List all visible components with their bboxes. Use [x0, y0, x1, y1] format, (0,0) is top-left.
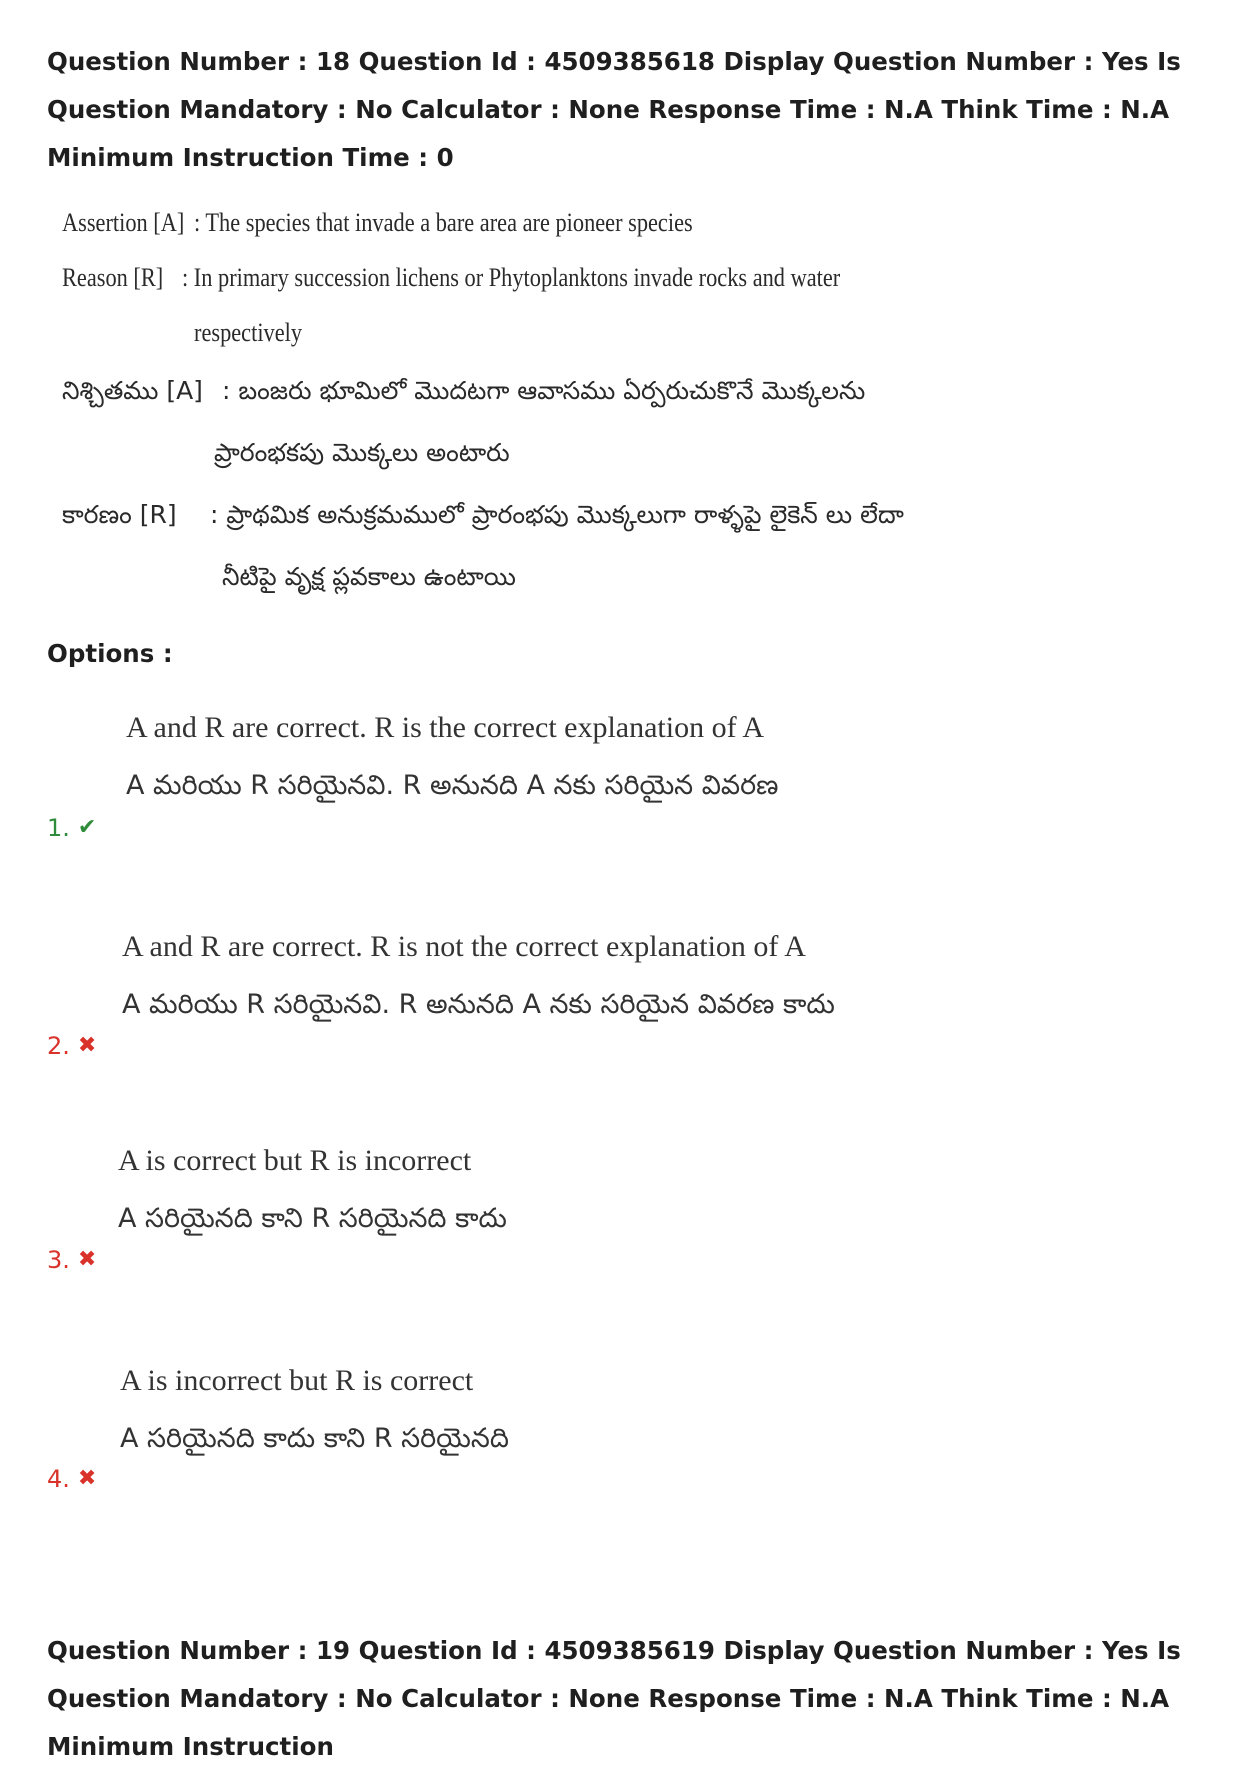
question-19-metadata: Question Number : 19 Question Id : 4509385619 Display Question Number : Yes Is Question Mandatory : No Calculator : None Response Time : N.A Think Time : N.A Minimum Instruction [47, 1636, 1181, 1761]
reason-label: Reason [R] [62, 263, 164, 292]
option-2-english: A and R are correct. R is not the correct explanation of A [122, 930, 806, 963]
telugu-assertion-label: నిశ్చితము [A] [62, 376, 203, 405]
telugu-reason-text: : ప్రాథమిక అనుక్రమములో ప్రారంభపు మొక్కలుగా రాళ్ళపై లైకెన్ లు లేదా [210, 500, 904, 529]
reason-text: : In primary succession lichens or Phytoplanktons invade rocks and water [182, 263, 841, 292]
cross-icon: ✖ [77, 1033, 97, 1058]
assertion-label: Assertion [A] [62, 208, 185, 237]
options-heading: Options : [47, 639, 173, 668]
option-4-telugu: A సరియైనది కాదు కాని R సరియైనది [120, 1423, 509, 1454]
reason-text-continued: respectively [194, 318, 303, 347]
option-2-number-label: 2. [47, 1032, 70, 1060]
option-4-english: A is incorrect but R is correct [120, 1364, 474, 1397]
telugu-reason-row [62, 484, 1022, 546]
option-2-telugu: A మరియు R సరియైనవి. R అనునది A నకు సరియైన వివరణ కాదు [122, 989, 835, 1020]
question-stem [62, 195, 1022, 608]
cross-icon: ✖ [77, 1247, 97, 1272]
option-4[interactable] [0, 1361, 1240, 1551]
check-icon: ✔ [77, 815, 97, 840]
telugu-reason-continuation-row [62, 546, 1022, 608]
reason-row [62, 250, 1022, 305]
option-4-number-label: 4. [47, 1465, 70, 1493]
option-3-number [47, 1244, 96, 1276]
telugu-assertion-continuation-row [62, 422, 1022, 484]
option-1-english: A and R are correct. R is the correct explanation of A [126, 711, 765, 744]
telugu-assertion-row [62, 360, 1022, 422]
assertion-row [62, 195, 1022, 250]
option-3[interactable] [0, 1141, 1240, 1331]
option-3-telugu: A సరియైనది కాని R సరియైనది కాదు [118, 1203, 507, 1234]
reason-continuation-row [62, 305, 1022, 360]
option-1-number [47, 812, 96, 844]
option-1-telugu: A మరియు R సరియైనవి. R అనునది A నకు సరియైన వివరణ [126, 770, 779, 801]
question-18-metadata: Question Number : 18 Question Id : 4509385618 Display Question Number : Yes Is Question Mandatory : No Calculator : None Response Time : N.A Think Time : N.A Minimum Instruction Time : 0 [47, 47, 1181, 172]
telugu-reason-text-continued: నీటిపై వృక్ష ప్లవకాలు ఉంటాయి [222, 562, 516, 591]
cross-icon: ✖ [77, 1466, 97, 1491]
option-2[interactable] [0, 927, 1240, 1117]
assertion-text: : The species that invade a bare area are pioneer species [194, 208, 693, 237]
option-1[interactable] [0, 708, 1240, 898]
option-1-number-label: 1. [47, 814, 70, 842]
telugu-assertion-text-continued: ప్రారంభకపు మొక్కలు అంటారు [214, 438, 510, 467]
option-2-number [47, 1030, 96, 1062]
telugu-reason-label: కారణం [R] [62, 500, 177, 529]
option-4-number [47, 1463, 96, 1495]
option-3-english: A is correct but R is incorrect [118, 1144, 472, 1177]
option-3-number-label: 3. [47, 1246, 70, 1274]
telugu-assertion-text: : బంజరు భూమిలో మొదటగా ఆవాసము ఏర్పరుచుకొనే మొక్కలను [222, 376, 866, 405]
